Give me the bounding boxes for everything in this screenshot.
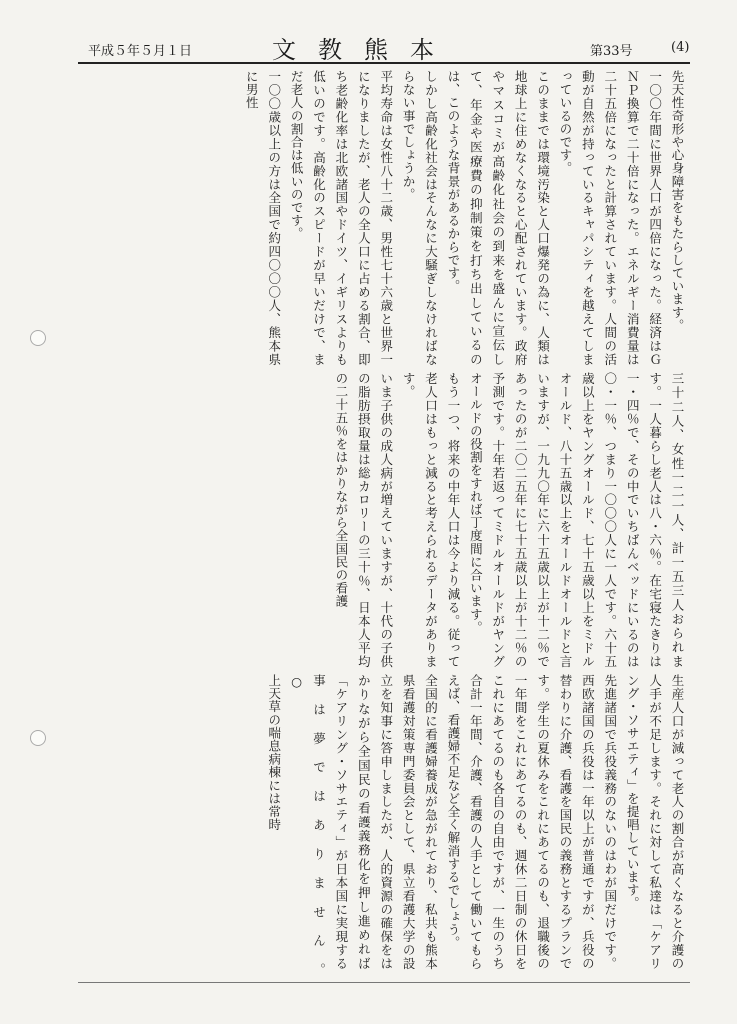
article-text: 先天性奇形や心身障害をもたらしています。 一〇〇年間に世界人口が四倍になった。経済はＧＮＰ換算で二十倍になった。エネルギー消費量は二十五倍になったと計算されています。人間の活動が自然が持っているキャパシティを越えてしまっているのです。 このままでは環境汚染と人口爆発の為に、人類は地球上に住めなくなると心配されています。政府やマスコミが高齢化社会の到来を盛んに宣伝して、年金や医療費の抑制策を打ち出しているのは、このような背景があるからです。 しかし高齢化社会はそんなに大騒ぎしなければならない事でしょうか。 平均寿命は女性八十二歳、男性七十六歳と世界一になりましたが、老人の全人口に占める割合、即ち老齢化率は北欧諸国やドイツ、イギリスよりも低いのです。高齢化のスピードが早いだけで、まだ老人の割合は低いのです。 一〇〇歳以上の方は全国で約四〇〇〇人、熊本県に男性 [244,70,685,366]
article-tier-top [80,70,688,366]
binder-hole-icon [30,330,46,346]
article-text: 生産人口が減って老人の割合が高くなると介護の人手が不足します。それに対して私達は「ケアリング・ソサエティ」を提唱しています。 先進諸国で兵役義務のないのはわが国だけです。西欧諸国の兵役は一年以上が普通ですが、兵役の替わりに介護、看護を国民の義務とするプランです。学生の夏休みをこれにあてるのも、退職後の一年間をこれにあてるのも、週休二日制の休日をこれにあてるのも各自の自由ですが、一生のうち合計一年間、介護、看護の人手として働いてもらえば、看護婦不足など全く解消するでしょう。 全国的に看護婦養成が急がれており、私共も熊本県看護対策専門委員会として、県立看護大学の設立を知事に答申しましたが、人的資源の確保をはかりながら全国民の看護義務化を押し進めれば「ケアリング・ソサエティ」が日本国に実現する事は夢ではありません。 ○ 上天草の喘息病棟には常時 [266,674,685,970]
article-tier-middle [80,372,688,668]
page-header [0,0,737,70]
page-number: (4) [671,40,690,55]
article-tier-bottom [80,674,688,970]
issue-number: 第33号 [590,44,633,59]
newspaper-title: 文教熊本 [272,36,456,64]
issue-date: 平成５年５月１日 [88,44,193,59]
article-text: 三十二人、女性一二一人、計一五三人おられます。一人暮らし老人は八・六％。在宅寝たきりは一・四％で、その中でいちばんベッドにいるのは〇・一％、つまり一〇〇〇人に一人です。六十五歳以上をヤングオールド、七十五歳以上をミドルオールド、八十五歳以上をオールドオールドと言いますが、一九九〇年に六十五歳以上が十二％であったのが二〇二五年に七十五歳以上が十二％の予測です。十年若返ってミドルオールドがヤングオールドの役割をすれば丁度間に合います。 もう一つ、将来の中年人口は今より減る。従って老人口はもっと減ると考えられるデータがあります。 いま子供の成人病が増えていますが、十代の子供の脂肪摂取量は総カロリーの三十％、日本人平均の二十五％をはかりながら全国民の看護 [333,372,685,668]
binder-hole-icon [30,730,46,746]
